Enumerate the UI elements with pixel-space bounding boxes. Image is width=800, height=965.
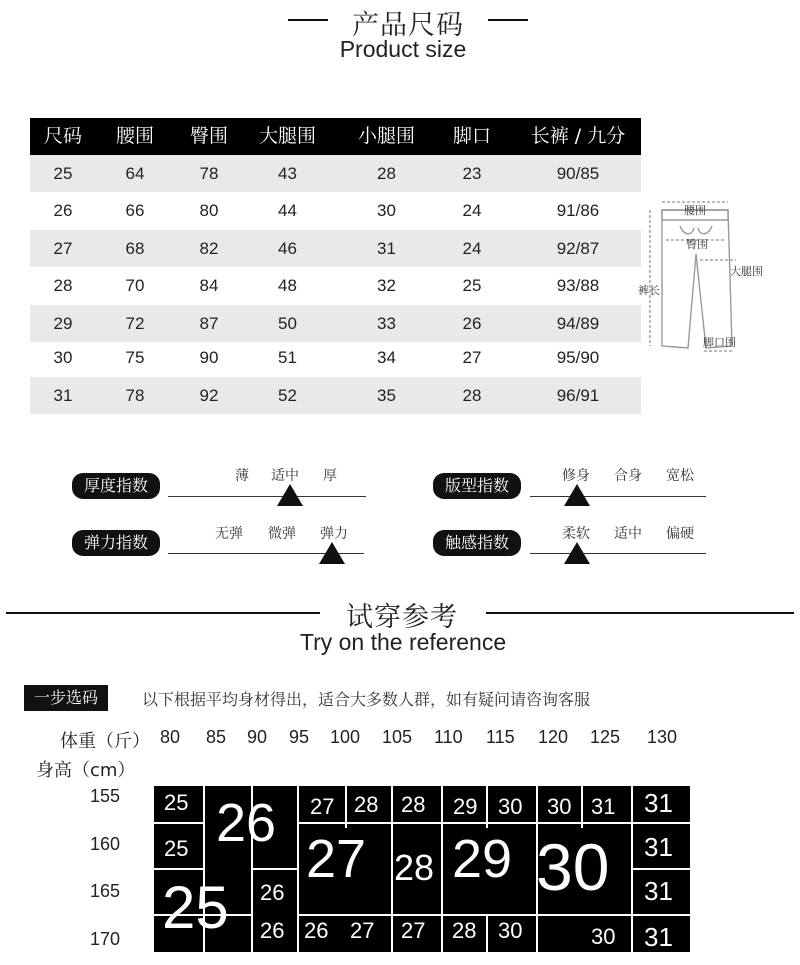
grid-cell: 26	[216, 793, 277, 853]
col-hem: 脚口	[452, 125, 491, 147]
table-cell: 78	[199, 164, 219, 183]
grid-cell: 31	[591, 794, 616, 819]
grid-line	[631, 868, 690, 870]
table-row	[30, 377, 641, 414]
weight-80: 80	[160, 727, 181, 747]
thickness-option-thick: 厚	[323, 468, 337, 484]
table-cell: 28	[462, 386, 482, 405]
table-cell: 26	[53, 201, 73, 220]
diagram-label-thigh: 大腿围	[730, 265, 763, 278]
weight-115: 115	[486, 727, 515, 747]
table-cell: 66	[125, 201, 145, 220]
grid-cell: 26	[304, 918, 329, 943]
table-cell: 96/91	[556, 386, 600, 405]
fit-index-line	[530, 496, 706, 497]
elasticity-option-stretch: 弹力	[320, 526, 348, 542]
grid-cell: 26	[260, 880, 285, 905]
height-label: 身高（cm）	[36, 760, 136, 781]
grid-line	[631, 822, 690, 824]
table-row	[30, 192, 641, 229]
grid-cell: 28	[401, 792, 426, 817]
reference-rule-left	[6, 612, 320, 614]
grid-line	[441, 914, 631, 916]
height-170: 170	[90, 929, 121, 949]
step-tag: 一步选码	[24, 685, 108, 711]
table-cell: 28	[53, 276, 73, 295]
grid-line	[441, 822, 631, 824]
grid-cell: 27	[401, 918, 426, 943]
grid-cell: 29	[453, 794, 478, 819]
table-cell: 28	[377, 164, 396, 183]
fit-option-regular: 合身	[614, 468, 642, 484]
grid-line	[251, 868, 297, 870]
grid-cell: 28	[354, 792, 379, 817]
height-160: 160	[90, 834, 121, 854]
grid-cell: 30	[547, 794, 572, 819]
grid-line	[154, 822, 203, 824]
grid-line	[391, 786, 393, 952]
grid-cell: 27	[350, 918, 375, 943]
grid-cell: 26	[260, 918, 285, 943]
table-cell: 25	[462, 276, 482, 295]
thickness-index-label: 厚度指数	[72, 473, 160, 499]
table-row	[30, 339, 641, 376]
weight-120: 120	[538, 727, 569, 747]
table-cell: 93/88	[556, 276, 600, 295]
table-row	[30, 267, 641, 304]
grid-cell: 29	[452, 829, 513, 889]
weight-label: 体重（斤）	[60, 731, 150, 752]
grid-line	[391, 914, 441, 916]
grid-line	[631, 914, 690, 916]
thickness-option-medium: 适中	[271, 468, 299, 484]
diagram-label-hem: 脚口围	[703, 336, 736, 349]
table-cell: 31	[53, 386, 73, 405]
table-cell: 82	[199, 239, 219, 258]
table-cell: 75	[125, 348, 145, 367]
grid-cell: 28	[394, 847, 435, 888]
table-cell: 64	[125, 164, 145, 183]
table-cell: 23	[462, 164, 482, 183]
height-165: 165	[90, 881, 121, 901]
table-cell: 48	[278, 276, 297, 295]
table-cell: 78	[125, 386, 145, 405]
reference-title-cn: 试穿参考	[346, 602, 458, 633]
grid-line	[297, 822, 391, 824]
grid-cell: 28	[452, 918, 477, 943]
grid-cell: 31	[644, 876, 673, 906]
col-calf: 小腿围	[357, 125, 415, 147]
table-cell: 27	[53, 239, 73, 258]
touch-option-soft: 柔软	[562, 526, 590, 542]
diagram-label-length: 裤长	[638, 284, 660, 297]
table-cell: 80	[199, 201, 219, 220]
thickness-marker-icon	[277, 484, 303, 506]
touch-index-line	[530, 553, 706, 554]
product-size-title-cn: 产品尺码	[352, 10, 464, 41]
diagram-label-hip: 臀围	[686, 238, 708, 251]
grid-line	[297, 914, 391, 916]
grid-cell: 30	[536, 830, 610, 904]
touch-index-label: 触感指数	[433, 530, 521, 556]
grid-line	[297, 786, 299, 952]
fit-index-label: 版型指数	[433, 473, 521, 499]
table-cell: 33	[377, 314, 396, 333]
touch-marker-icon	[564, 542, 590, 564]
fit-option-slim: 修身	[562, 468, 590, 484]
grid-line	[154, 868, 203, 870]
table-cell: 27	[462, 348, 482, 367]
reference-note: 以下根据平均身材得出，适合大多数人群，如有疑问请咨询客服	[142, 690, 591, 709]
size-recommendation-grid	[154, 786, 690, 952]
diagram-label-waist: 腰围	[684, 204, 706, 217]
height-155: 155	[90, 786, 121, 806]
table-cell: 70	[125, 276, 145, 295]
grid-line	[391, 822, 441, 824]
table-cell: 30	[377, 201, 396, 220]
table-cell: 90/85	[556, 164, 600, 183]
table-cell: 29	[53, 314, 73, 333]
weight-85: 85	[206, 727, 227, 747]
weight-105: 105	[382, 727, 413, 747]
grid-cell: 25	[164, 836, 189, 861]
table-cell: 94/89	[556, 314, 600, 333]
grid-cell: 25	[162, 874, 229, 941]
grid-cell: 30	[591, 924, 616, 949]
col-hip: 臀围	[189, 125, 228, 147]
reference-rule-right	[486, 612, 794, 614]
table-cell: 24	[462, 201, 482, 220]
weight-130: 130	[647, 727, 678, 747]
weight-90: 90	[247, 727, 268, 747]
touch-option-hard: 偏硬	[666, 526, 694, 542]
table-cell: 68	[125, 239, 145, 258]
grid-cell: 27	[306, 829, 367, 889]
size-table-header	[30, 118, 641, 155]
grid-cell: 25	[164, 790, 189, 815]
grid-line	[486, 914, 488, 952]
table-cell: 91/86	[556, 201, 600, 220]
table-cell: 50	[278, 314, 297, 333]
touch-option-medium: 适中	[614, 526, 642, 542]
table-cell: 87	[199, 314, 219, 333]
table-row	[30, 155, 641, 192]
thickness-index-line	[168, 496, 366, 497]
elasticity-index-label: 弹力指数	[72, 530, 160, 556]
col-size: 尺码	[43, 125, 82, 147]
weight-100: 100	[330, 727, 361, 747]
grid-line	[441, 786, 443, 952]
fit-option-loose: 宽松	[666, 468, 694, 484]
table-cell: 34	[377, 348, 396, 367]
fit-marker-icon	[564, 484, 590, 506]
table-cell: 26	[462, 314, 482, 333]
header-rule-left	[288, 19, 328, 21]
weight-125: 125	[590, 727, 621, 747]
table-cell: 95/90	[556, 348, 600, 367]
col-waist: 腰围	[115, 125, 154, 147]
table-cell: 35	[377, 386, 396, 405]
weight-110: 110	[434, 727, 463, 747]
table-cell: 25	[53, 164, 73, 183]
table-row	[30, 305, 641, 342]
grid-cell: 30	[498, 794, 523, 819]
grid-cell: 30	[498, 918, 523, 943]
header-rule-right	[488, 19, 528, 21]
elasticity-option-slight: 微弹	[268, 526, 296, 542]
table-cell: 92	[199, 386, 219, 405]
col-thigh: 大腿围	[258, 125, 316, 147]
table-cell: 90	[199, 348, 219, 367]
table-cell: 30	[53, 348, 73, 367]
table-cell: 46	[278, 239, 297, 258]
grid-line	[251, 868, 253, 952]
table-cell: 92/87	[556, 239, 600, 258]
reference-title-en: Try on the reference	[299, 629, 507, 655]
table-cell: 31	[377, 239, 396, 258]
table-cell: 43	[278, 164, 297, 183]
table-cell: 52	[278, 386, 297, 405]
col-length: 长裤 / 九分	[530, 125, 626, 147]
grid-cell: 31	[644, 922, 673, 952]
table-cell: 84	[199, 276, 219, 295]
table-cell: 24	[462, 239, 482, 258]
table-cell: 44	[278, 201, 297, 220]
grid-cell: 31	[644, 788, 673, 818]
elasticity-option-none: 无弹	[215, 526, 243, 542]
weight-95: 95	[289, 727, 310, 747]
table-cell: 32	[377, 276, 396, 295]
table-row	[30, 230, 641, 267]
table-cell: 51	[278, 348, 297, 367]
grid-cell: 27	[310, 794, 335, 819]
grid-cell: 31	[644, 832, 673, 862]
table-cell: 72	[125, 314, 145, 333]
product-size-title-en: Product size	[339, 36, 467, 62]
elasticity-marker-icon	[319, 542, 345, 564]
thickness-option-thin: 薄	[235, 468, 249, 484]
